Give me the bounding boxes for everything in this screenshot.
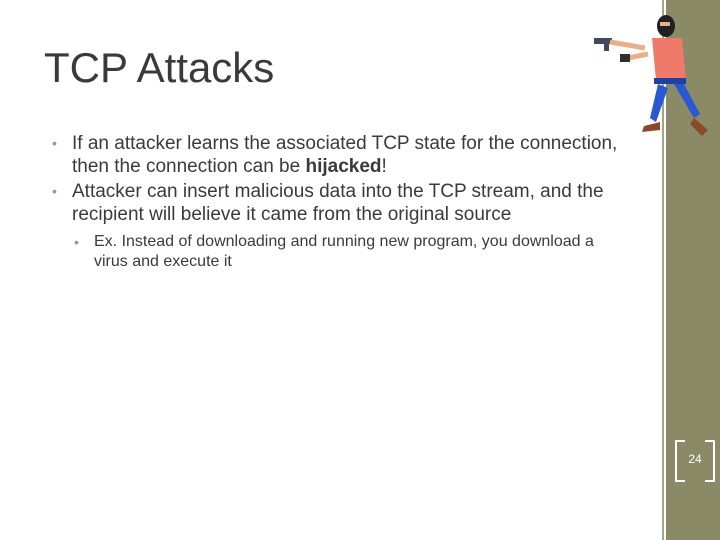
bullet-text: If an attacker learns the associated TCP state for the connection, then the connection can be — [72, 133, 618, 177]
slide-title: TCP Attacks — [44, 44, 275, 91]
bullet-dot-icon: • — [52, 135, 57, 151]
bullet-dot-icon: • — [52, 183, 57, 199]
bullet-item — [52, 132, 622, 178]
attacker-figure-icon — [590, 8, 710, 143]
page-number-box — [675, 440, 715, 480]
sub-bullet-text: Ex. Instead of downloading and running new program, you download a virus and execute it — [94, 233, 594, 270]
page-number: 24 — [688, 452, 702, 466]
slide-body — [52, 132, 622, 272]
bullet-item — [52, 180, 622, 226]
sub-bullet-item — [74, 232, 622, 272]
bullet-emphasis: hijacked — [305, 156, 382, 177]
bullet-dot-icon: • — [74, 234, 79, 250]
bullet-text: Attacker can insert malicious data into the TCP stream, and the recipient will believe it came from the original source — [72, 181, 604, 225]
bullet-text-end: ! — [381, 156, 387, 177]
